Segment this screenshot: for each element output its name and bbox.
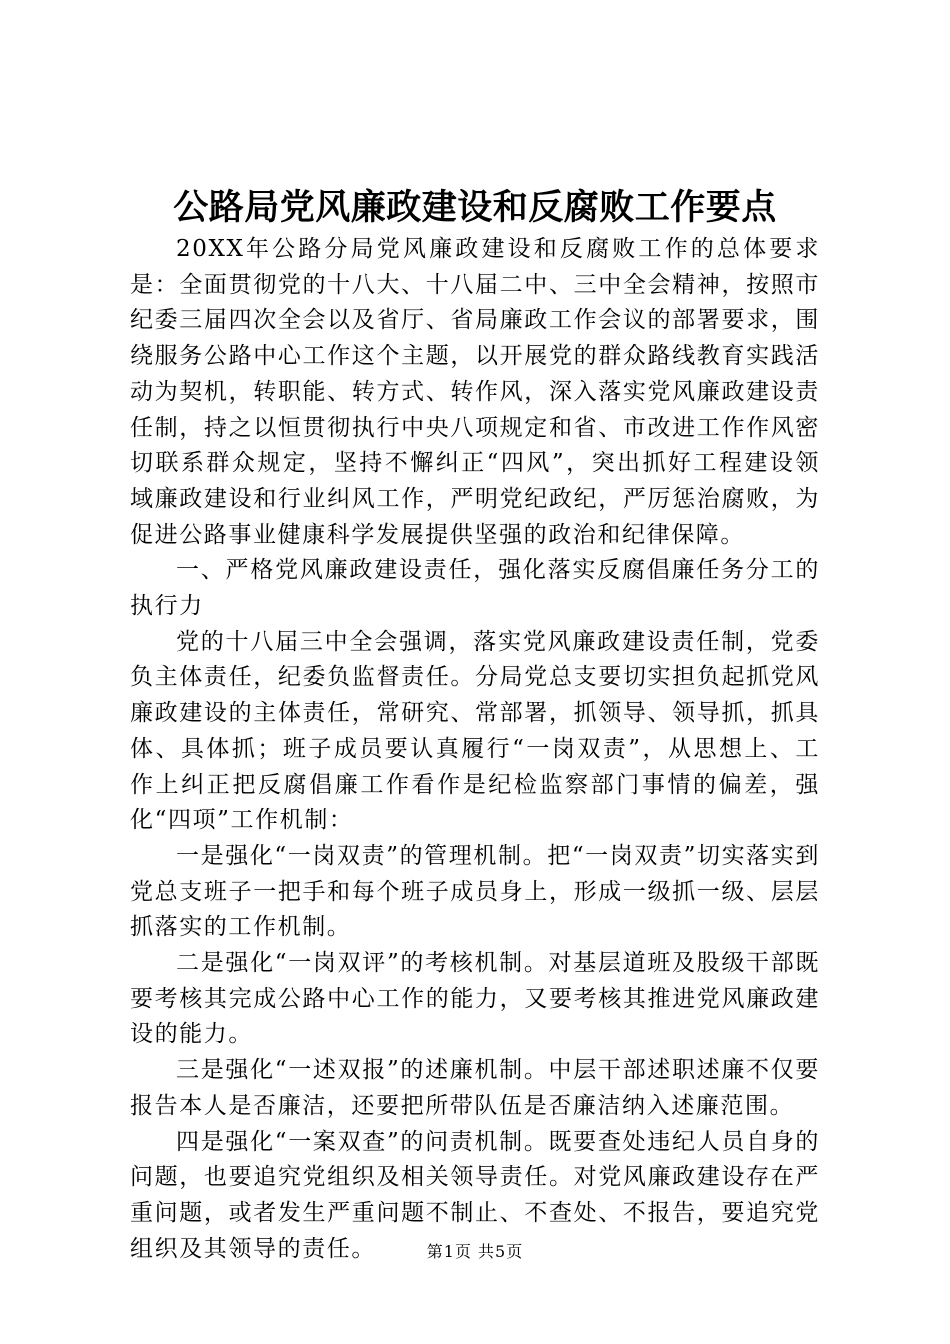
paragraph-mechanism-1: 一是强化“一岗双责”的管理机制。把“一岗双责”切实落实到党总支班子一把手和每个班子成员身上，形成一级抓一级、层层抓落实的工作机制。 (130, 842, 820, 941)
paragraph-general-requirements: 20XX年公路分局党风廉政建设和反腐败工作的总体要求是：全面贯彻党的十八大、十八届二中、三中全会精神，按照市纪委三届四次全会以及省厅、省局廉政工作会议的部署要求，围绕服务公路中心工作这个主题，以开展党的群众路线教育实践活动为契机，转职能、转方式、转作风，深入落实党风廉政建设责任制，持之以恒贯彻执行中央八项规定和省、市改进工作作风密切联系群众规定，坚持不懈纠正“四风”，突出抓好工程建设领域廉政建设和行业纠风工作，严明党纪政纪，严厉惩治腐败，为促进公路事业健康科学发展提供坚强的政治和纪律保障。 (130, 236, 820, 548)
paragraph-mechanism-3: 三是强化“一述双报”的述廉机制。中层干部述职述廉不仅要报告本人是否廉洁，还要把所带队伍是否廉洁纳入述廉范围。 (130, 1057, 820, 1119)
section-heading-1: 一、严格党风廉政建设责任，强化落实反腐倡廉任务分工的执行力 (130, 557, 820, 620)
paragraph-mechanism-4: 四是强化“一案双查”的问责机制。既要查处违纪人员自身的问题，也要追究党组织及相关领导责任。对党风廉政建设存在严重问题，或者发生严重问题不制止、不查处、不报告，要追究党组织及其领导的责任。 (130, 1128, 820, 1262)
document-body (130, 232, 820, 1267)
page-number-footer: 第1页 共5页 (426, 1242, 524, 1261)
paragraph-responsibility: 党的十八届三中全会强调，落实党风廉政建设责任制，党委负主体责任，纪委负监督责任。分局党总支要切实担负起抓党风廉政建设的主体责任，常研究、常部署，抓领导、领导抓，抓具体、具体抓；班子成员要认真履行“一岗双责”，从思想上、工作上纠正把反腐倡廉工作看作是纪检监察部门事情的偏差，强化“四项”工作机制： (130, 628, 820, 834)
document-title: 公路局党风廉政建设和反腐败工作要点 (173, 187, 777, 228)
paragraph-mechanism-2: 二是强化“一岗双评”的考核机制。对基层道班及股级干部既要考核其完成公路中心工作的能力，又要考核其推进党风廉政建设的能力。 (130, 950, 820, 1048)
